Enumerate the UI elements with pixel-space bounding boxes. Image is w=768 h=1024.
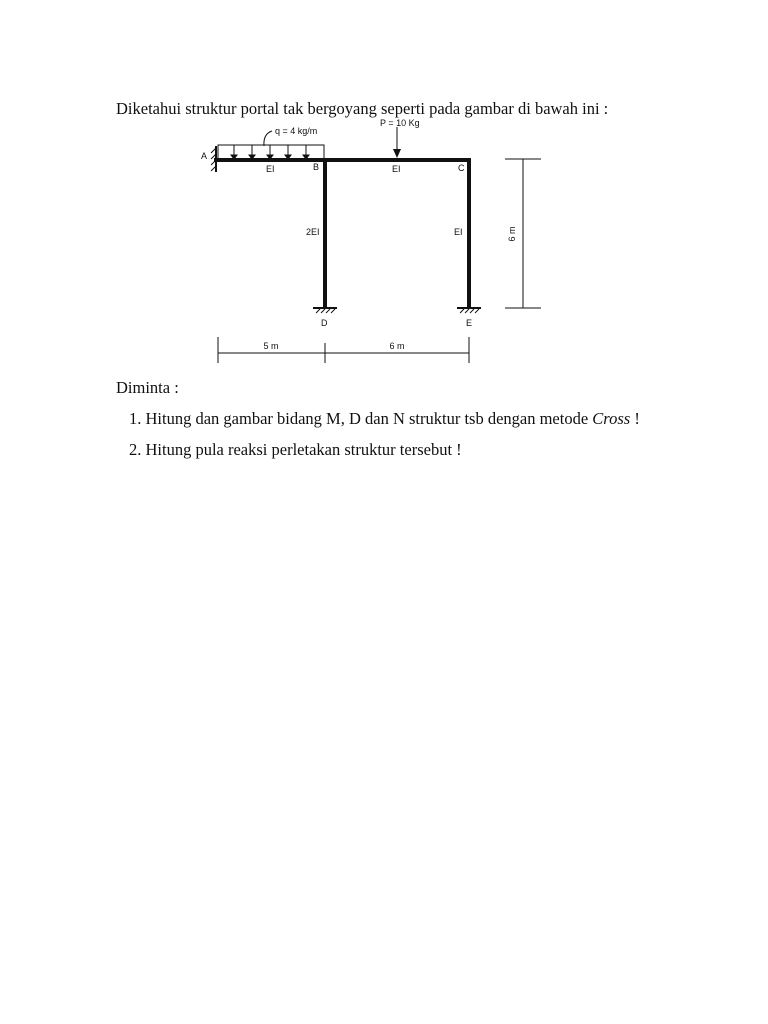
request-item-2-text: Hitung pula reaksi perletakan struktur tersebut ! xyxy=(145,440,462,459)
member-label-bc: EI xyxy=(392,164,401,174)
label-span-bc: 6 m xyxy=(389,341,405,351)
label-span-ab: 5 m xyxy=(263,341,279,351)
node-label-d: D xyxy=(321,318,328,328)
intro-text: Diketahui struktur portal tak bergoyang seperti pada gambar di bawah ini : xyxy=(116,99,609,118)
fixed-support-e xyxy=(457,308,481,313)
request-item-1-method: Cross xyxy=(592,409,631,428)
portal-frame-diagram xyxy=(0,0,768,380)
label-load-q: q = 4 kg/m xyxy=(275,126,318,136)
member-label-ab: EI xyxy=(266,164,275,174)
frame-members xyxy=(216,160,469,307)
span-dimension-line xyxy=(218,337,469,363)
node-label-a: A xyxy=(201,151,208,161)
request-item-1 xyxy=(129,409,640,440)
fixed-support-d xyxy=(313,308,337,313)
requests-list xyxy=(129,409,640,471)
request-item-2 xyxy=(129,440,640,471)
request-item-1-number: 1. xyxy=(129,409,142,428)
request-item-1-text: Hitung dan gambar bidang M, D dan N struktur tsb dengan metode xyxy=(145,409,589,428)
label-height: 6 m xyxy=(507,226,517,242)
member-label-ce: EI xyxy=(454,227,463,237)
node-label-b: B xyxy=(313,162,320,172)
request-item-2-number: 2. xyxy=(129,440,142,459)
member-label-bd: 2EI xyxy=(306,227,320,237)
requests-heading: Diminta : xyxy=(116,378,179,397)
node-label-e: E xyxy=(466,318,473,328)
point-load-arrow xyxy=(393,127,401,158)
label-load-p: P = 10 Kg xyxy=(380,118,420,128)
request-item-1-end: ! xyxy=(630,409,640,428)
node-label-c: C xyxy=(458,163,465,173)
